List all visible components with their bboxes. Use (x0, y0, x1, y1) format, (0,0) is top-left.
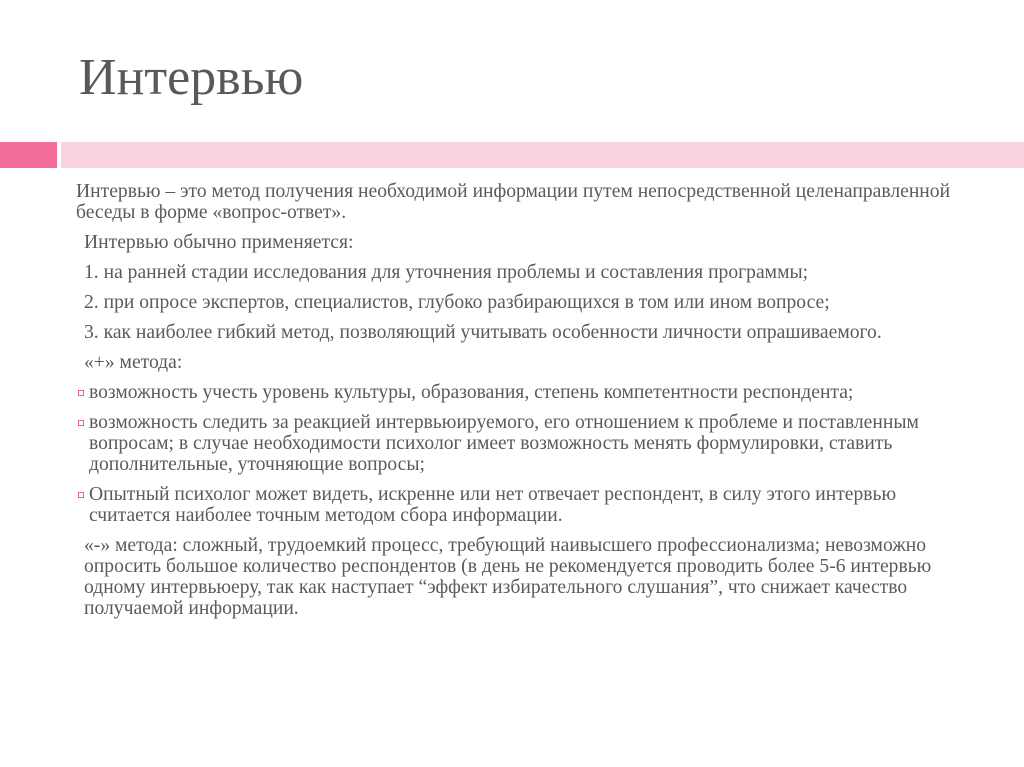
usage-intro: Интервью обычно применяется: (84, 232, 354, 253)
usage-item-1: 1. на ранней стадии исследования для уточнения проблемы и составления программы; (84, 262, 809, 283)
pros-item-text: Опытный психолог может видеть, искренне или нет отвечает респондент, в силу этого интервью считается наиболее точным методом сбора информации. (89, 484, 897, 526)
definition-paragraph: Интервью – это метод получения необходимой информации путем непосредственной целенаправленной беседы в форме «вопрос-ответ». (76, 181, 951, 223)
pros-item (76, 382, 976, 403)
pros-heading: «+» метода: (84, 352, 183, 373)
pros-item-text: возможность учесть уровень культуры, образования, степень компетентности респондента; (89, 382, 854, 403)
pros-item-text: возможность следить за реакцией интервьюируемого, его отношением к проблеме и поставленным вопросам; в случае необходимости психолог имеет возможность менять формулировки, ставить дополнительные, уточняющие вопросы; (89, 412, 919, 475)
square-bullet-icon (78, 390, 84, 396)
cons-paragraph: «-» метода: сложный, трудоемкий процесс, требующий наивысшего профессионализма; невозможно опросить большое количество респондентов (в день не рекомендуется проводить более 5-6 интервью одному интервьюеру, так как наступает “эффект избирательного слушания”, что снижает качество получаемой информации. (84, 535, 932, 619)
pros-item (76, 412, 976, 475)
pros-item (76, 484, 976, 526)
title-underline-bar (61, 142, 1024, 168)
usage-item-2: 2. при опросе экспертов, специалистов, глубоко разбирающихся в том или ином вопросе; (84, 292, 830, 313)
slide-body (76, 181, 976, 628)
slide-title: Интервью (79, 49, 304, 106)
square-bullet-icon (78, 420, 84, 426)
usage-item-3: 3. как наиболее гибкий метод, позволяющий учитывать особенности личности опрашиваемого. (84, 322, 882, 343)
square-bullet-icon (78, 492, 84, 498)
title-accent-bar (0, 142, 57, 168)
